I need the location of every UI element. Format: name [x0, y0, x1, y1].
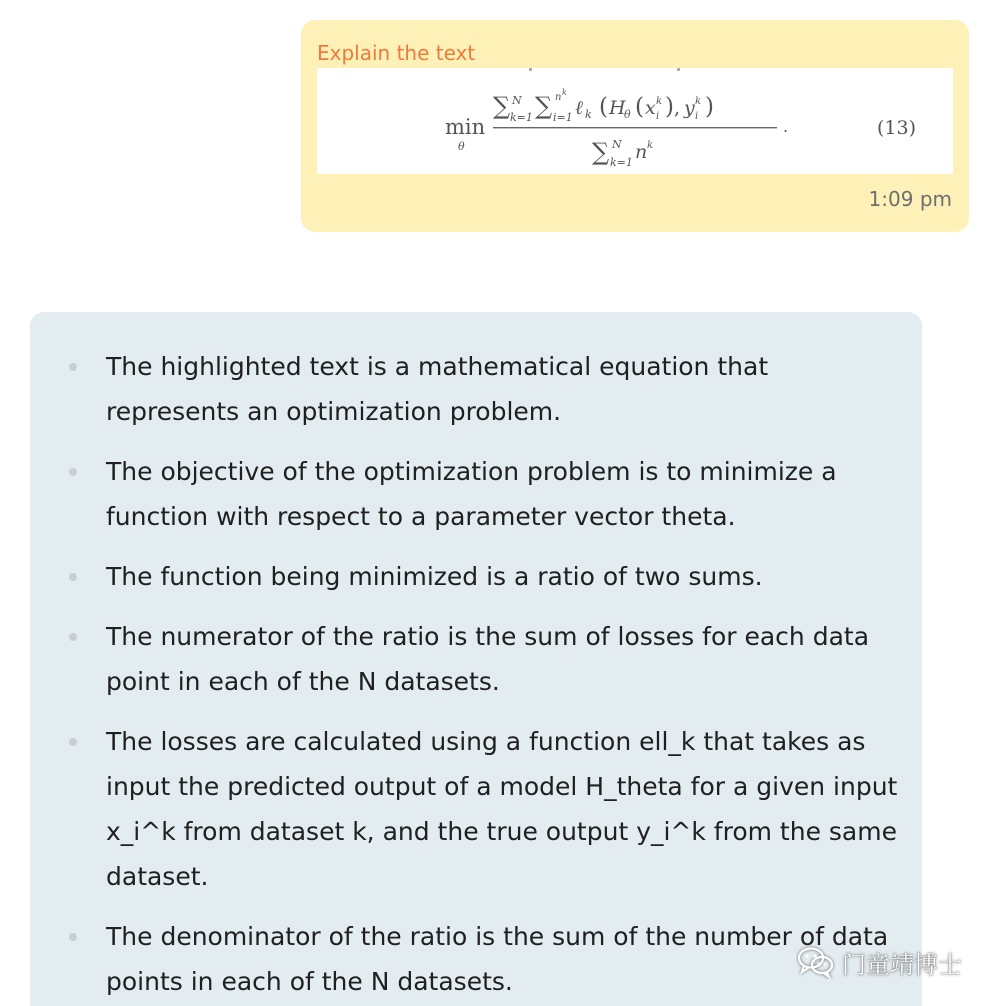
svg-text:k=1: k=1	[510, 111, 533, 124]
svg-text:k: k	[562, 88, 567, 97]
equation-denominator	[592, 138, 653, 169]
bullet-text: The highlighted text is a mathematical equation that represents an optimization problem.	[106, 352, 769, 426]
svg-text:∑: ∑	[592, 138, 610, 166]
equation-number: (13)	[877, 117, 917, 139]
assistant-message-bubble[interactable]	[30, 312, 922, 1006]
bullet-item	[30, 719, 922, 899]
equation-formula	[317, 68, 953, 174]
watermark-text: 门童靖博士	[842, 950, 962, 979]
bullet-text: The function being minimized is a ratio of two sums.	[106, 562, 763, 591]
svg-text:.: .	[783, 117, 789, 136]
wechat-icon	[796, 945, 836, 979]
svg-text:N: N	[612, 138, 622, 151]
svg-text:H: H	[609, 97, 626, 119]
svg-text:k: k	[656, 96, 663, 107]
fraction-bar	[493, 127, 777, 128]
bullet-text: The objective of the optimization problem is to minimize a function with respect to a parameter vector theta.	[106, 457, 837, 531]
bullet-dot-icon	[69, 468, 77, 476]
numerator-sum-1: ∑	[493, 92, 511, 120]
bullet-dot-icon	[69, 573, 77, 581]
svg-text:k: k	[585, 108, 592, 121]
svg-text:ℓ: ℓ	[575, 97, 583, 119]
svg-text:n: n	[635, 141, 648, 163]
equation-min-subscript: θ	[458, 140, 465, 153]
svg-text:): )	[705, 94, 714, 120]
svg-text:k: k	[695, 96, 702, 107]
assistant-bullet-list	[30, 344, 922, 1006]
svg-text:i=1: i=1	[553, 111, 573, 124]
svg-text:n: n	[555, 92, 562, 103]
bullet-dot-icon	[69, 633, 77, 641]
svg-text:,: ,	[674, 97, 681, 119]
bullet-dot-icon	[69, 738, 77, 746]
bullet-item	[30, 344, 922, 434]
bullet-item	[30, 449, 922, 539]
watermark	[796, 944, 962, 980]
svg-text:x: x	[645, 97, 656, 119]
user-message-label: Explain the text	[317, 41, 476, 65]
equation-min: min	[445, 115, 486, 139]
svg-text:k=1: k=1	[610, 156, 633, 169]
svg-text:i: i	[695, 111, 699, 122]
svg-text:y: y	[684, 97, 695, 119]
equation-image[interactable]	[317, 68, 953, 174]
bullet-item	[30, 914, 922, 1004]
user-message-bubble[interactable]	[301, 20, 969, 232]
svg-text:k: k	[647, 140, 654, 151]
bullet-dot-icon	[69, 933, 77, 941]
equation-numerator	[493, 88, 714, 124]
bullet-text: The losses are calculated using a function ell_k that takes as input the predicted output of a model H_theta for a given input x_i^k from dataset k, and the true output y_i^k from the same dataset.	[106, 727, 898, 891]
svg-text:(: (	[599, 94, 608, 120]
svg-text:i: i	[656, 111, 660, 122]
svg-text:N: N	[512, 94, 522, 107]
bullet-dot-icon	[69, 363, 77, 371]
bullet-item	[30, 554, 922, 599]
svg-text:θ: θ	[624, 108, 631, 121]
message-timestamp: 1:09 pm	[868, 187, 952, 211]
svg-text:(: (	[635, 94, 644, 120]
svg-text:): )	[665, 94, 674, 120]
bullet-text: The numerator of the ratio is the sum of losses for each data point in each of the N datasets.	[106, 622, 870, 696]
numerator-sum-2: ∑	[535, 92, 553, 120]
bullet-item	[30, 614, 922, 704]
bullet-text: The denominator of the ratio is the sum of the number of data points in each of the N datasets.	[106, 922, 889, 996]
